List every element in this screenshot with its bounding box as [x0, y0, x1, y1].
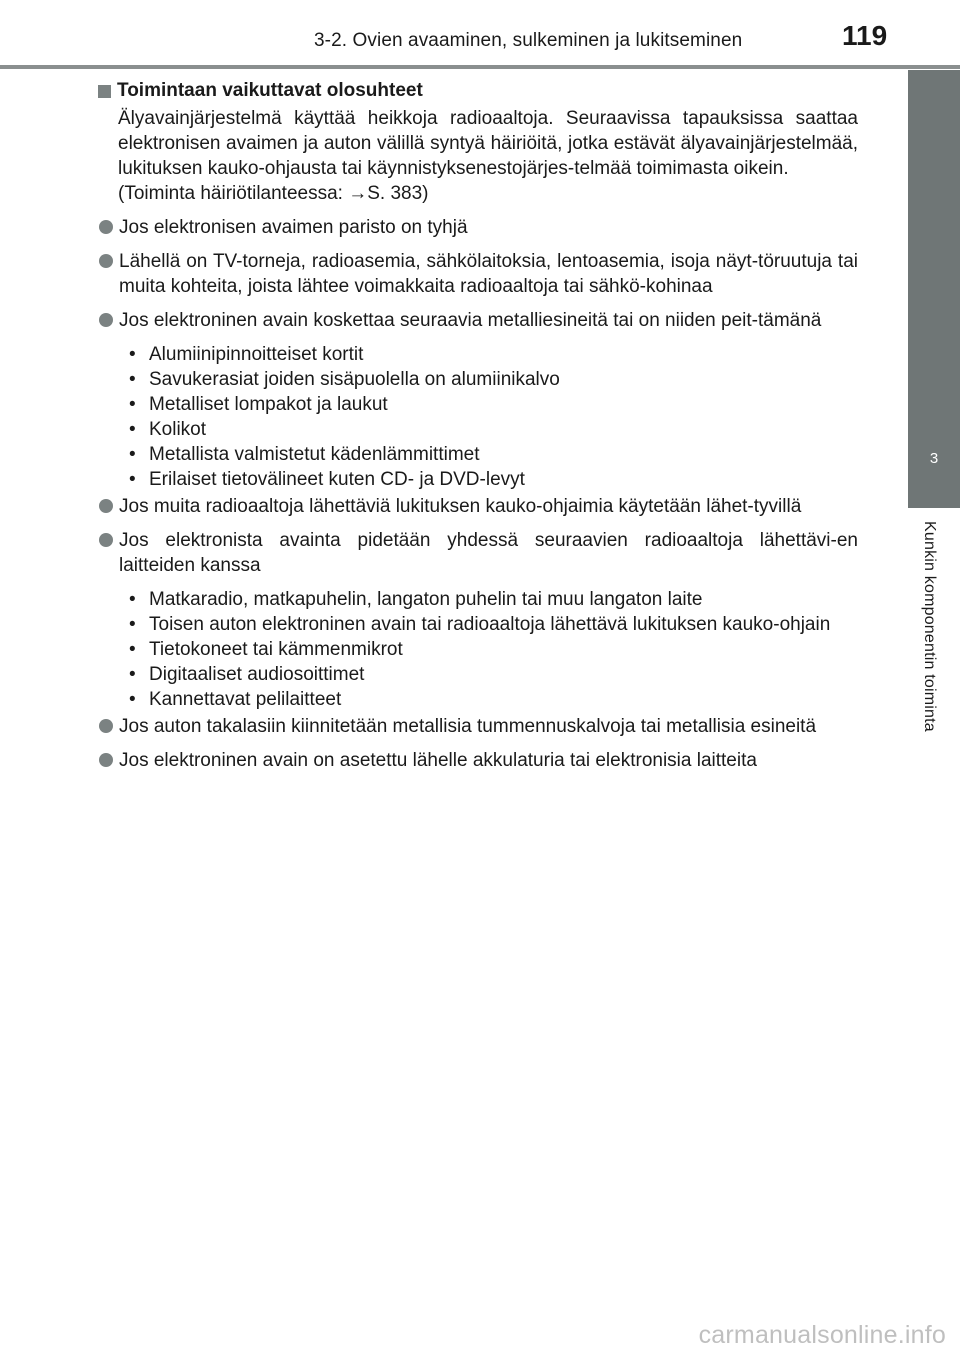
round-bullet-icon: [99, 313, 113, 327]
list-item-text: Jos auton takalasiin kiinnitetään metallisia tummennuskalvoja tai metallisia esineitä: [119, 716, 817, 737]
list-item-text: Lähellä on TV-torneja, radioasemia, sähkölaitoksia, lentoasemia, isoja näyt-töruutuja tai muita kohteita, joista lähtee voimakkaita radioaaltoja tai sähkö-kohinaa: [119, 251, 858, 297]
sublist-item: • Digitaaliset audiosoittimet: [129, 664, 365, 685]
radio-devices-sublist: [128, 587, 858, 712]
small-bullet-icon: •: [129, 444, 136, 465]
main-content: [98, 78, 858, 773]
small-bullet-icon: •: [129, 419, 136, 440]
metal-objects-sublist: [128, 342, 858, 492]
list-item-text: Jos elektronisen avaimen paristo on tyhjä: [119, 217, 468, 238]
small-bullet-icon: •: [129, 689, 136, 710]
list-item-text: Jos elektroninen avain on asetettu lähelle akkulaturia tai elektronisia laitteita: [119, 750, 757, 771]
round-bullet-icon: [99, 499, 113, 513]
small-bullet-icon: •: [129, 639, 136, 660]
round-bullet-icon: [99, 220, 113, 234]
list-item-text: Jos muita radioaaltoja lähettäviä lukituksen kauko-ohjaimia käytetään lähet-tyvillä: [119, 496, 802, 517]
round-bullet-icon: [99, 719, 113, 733]
list-item: [98, 714, 858, 739]
watermark: carmanualsonline.info: [698, 1321, 946, 1349]
reference-link[interactable]: (Toiminta häiriötilanteessa: →S. 383): [118, 183, 429, 204]
list-item: [98, 215, 858, 240]
page-number: 119: [842, 20, 888, 51]
section-title: 3-2. Ovien avaaminen, sulkeminen ja lukitseminen: [314, 30, 743, 51]
intro-paragraph: Älyavainjärjestelmä käyttää heikkoja radioaaltoja. Seuraavissa tapauksissa saattaa elektronisen avaimen ja auton välillä syntyä häiriöitä, jotka estävät älyavainjärjestelmää, lukituksen kauko-ohjausta tai käynnistyksenestojärjes-telmää toimimasta oikein.: [118, 108, 858, 179]
chapter-label: Kunkin komponentin toiminta: [921, 521, 938, 732]
small-bullet-icon: •: [129, 589, 136, 610]
sublist-item: • Erilaiset tietovälineet kuten CD- ja DVD-levyt: [129, 469, 525, 490]
round-bullet-icon: [99, 533, 113, 547]
list-item: [98, 308, 858, 333]
side-band-top: [908, 70, 960, 426]
sublist-item: • Tietokoneet tai kämmenmikrot: [129, 639, 403, 660]
sublist-item: • Metallista valmistetut kädenlämmittimet: [129, 444, 480, 465]
small-bullet-icon: •: [129, 664, 136, 685]
round-bullet-icon: [99, 254, 113, 268]
list-item: [98, 748, 858, 773]
small-bullet-icon: •: [129, 394, 136, 415]
header-divider: [0, 65, 960, 69]
sublist-item: • Matkaradio, matkapuhelin, langaton puhelin tai muu langaton laite: [129, 589, 703, 610]
sublist-item: • Metalliset lompakot ja laukut: [129, 394, 388, 415]
conditions-list: [98, 215, 858, 773]
list-item-text: Jos elektroninen avain koskettaa seuraavia metalliesineitä tai on niiden peit-tämänä: [119, 310, 822, 331]
round-bullet-icon: [99, 753, 113, 767]
small-bullet-icon: •: [129, 344, 136, 365]
list-item: [98, 249, 858, 299]
sublist-item: • Toisen auton elektroninen avain tai radioaaltoja lähettävä lukituksen kauko-ohjain: [129, 614, 831, 635]
sublist-item: • Alumiinipinnoitteiset kortit: [129, 344, 364, 365]
small-bullet-icon: •: [129, 369, 136, 390]
chapter-tab: [908, 426, 960, 508]
section-heading-text: Toimintaan vaikuttavat olosuhteet: [117, 80, 423, 101]
small-bullet-icon: •: [129, 469, 136, 490]
list-item: [98, 494, 858, 519]
square-bullet-icon: [98, 85, 111, 98]
list-item-text: Jos elektronista avainta pidetään yhdessä seuraavien radioaaltoja lähettävi-en laitteiden kanssa: [119, 530, 858, 576]
chapter-number: 3: [929, 450, 939, 467]
list-item: [98, 528, 858, 578]
sublist-item: • Savukerasiat joiden sisäpuolella on alumiinikalvo: [129, 369, 560, 390]
section-heading: [98, 78, 858, 104]
small-bullet-icon: •: [129, 614, 136, 635]
sublist-item: • Kannettavat pelilaitteet: [129, 689, 342, 710]
sublist-item: • Kolikot: [129, 419, 207, 440]
